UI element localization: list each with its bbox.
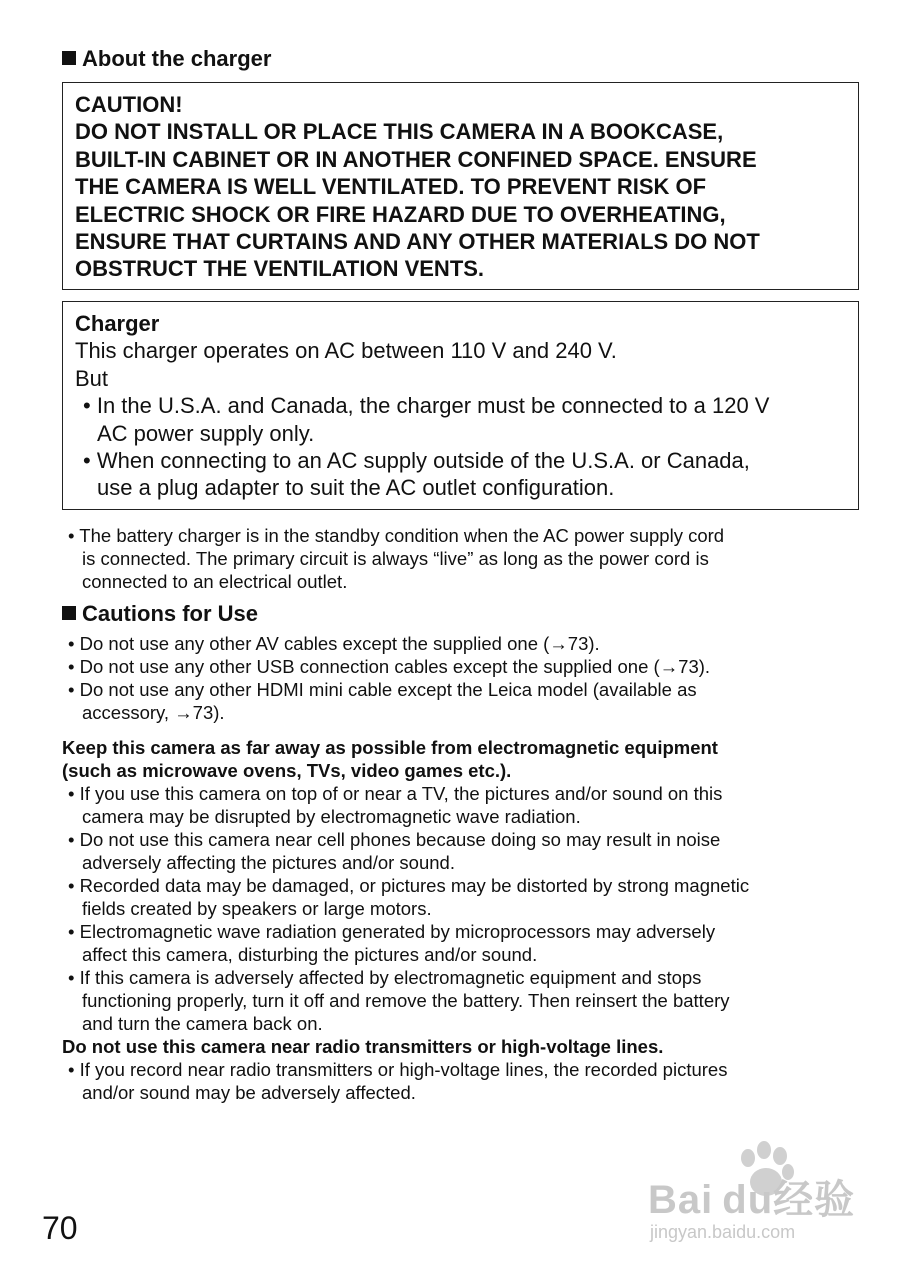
note-bullet: • The battery charger is in the standby condition when the AC power supply cord bbox=[68, 525, 725, 546]
watermark-brand: Bai du经验 bbox=[648, 1178, 856, 1222]
list-item: • Electromagnetic wave radiation generated by microprocessors may adversely bbox=[68, 921, 716, 942]
caution-line: CAUTION! bbox=[75, 92, 183, 117]
square-bullet-icon bbox=[62, 606, 76, 620]
charger-bullet: • When connecting to an AC supply outside of the U.S.A. or Canada, bbox=[83, 448, 750, 474]
list-item: • Do not use any other HDMI mini cable except the Leica model (available as bbox=[68, 679, 697, 700]
list-item: • If this camera is adversely affected by electromagnetic equipment and stops bbox=[68, 967, 702, 988]
charger-bullet-cont: use a plug adapter to suit the AC outlet configuration. bbox=[97, 475, 615, 501]
charger-text: But bbox=[75, 365, 109, 391]
charger-info-box bbox=[62, 301, 859, 510]
section-heading-cautions: Cautions for Use bbox=[62, 601, 258, 627]
note-cont: is connected. The primary circuit is always “live” as long as the power cord is bbox=[82, 548, 709, 569]
list-item: • Do not use any other USB connection cables except the supplied one (→73). bbox=[68, 656, 711, 677]
list-item-cont: and turn the camera back on. bbox=[82, 1013, 323, 1034]
list-item: • Recorded data may be damaged, or pictures may be distorted by strong magnetic bbox=[68, 875, 750, 896]
caution-line: ENSURE THAT CURTAINS AND ANY OTHER MATERIALS DO NOT bbox=[75, 229, 760, 255]
list-item-cont: accessory, →73). bbox=[82, 702, 225, 723]
list-item: • Do not use this camera near cell phones because doing so may result in noise bbox=[68, 829, 721, 850]
note-cont: connected to an electrical outlet. bbox=[82, 571, 348, 592]
list-item-cont: adversely affecting the pictures and/or sound. bbox=[82, 852, 455, 873]
list-item-cont: and/or sound may be adversely affected. bbox=[82, 1082, 416, 1103]
list-item: • If you record near radio transmitters or high-voltage lines, the recorded pictures bbox=[68, 1059, 728, 1080]
charger-bullet-cont: AC power supply only. bbox=[97, 420, 315, 446]
charger-title: Charger bbox=[75, 311, 160, 336]
caution-line: THE CAMERA IS WELL VENTILATED. TO PREVENT RISK OF bbox=[75, 174, 707, 200]
page-number: 70 bbox=[42, 1210, 78, 1246]
charger-bullet: • In the U.S.A. and Canada, the charger must be connected to a 120 V bbox=[83, 393, 770, 419]
list-item: • If you use this camera on top of or near a TV, the pictures and/or sound on this bbox=[68, 783, 723, 804]
caution-line: BUILT-IN CABINET OR IN ANOTHER CONFINED SPACE. ENSURE bbox=[75, 146, 757, 172]
list-item: • Do not use any other AV cables except the supplied one (→73). bbox=[68, 633, 600, 654]
standby-note bbox=[62, 524, 862, 593]
square-bullet-icon bbox=[62, 51, 76, 65]
list-item-cont: affect this camera, disturbing the pictures and/or sound. bbox=[82, 944, 538, 965]
baidu-watermark bbox=[640, 1140, 870, 1250]
caution-box bbox=[62, 82, 859, 290]
list-item-cont: camera may be disrupted by electromagnetic wave radiation. bbox=[82, 806, 581, 827]
em-heading: (such as microwave ovens, TVs, video games etc.). bbox=[62, 760, 512, 781]
list-item-cont: fields created by speakers or large motors. bbox=[82, 898, 432, 919]
caution-line: DO NOT INSTALL OR PLACE THIS CAMERA IN A BOOKCASE, bbox=[75, 119, 724, 145]
section-heading-about-charger: About the charger bbox=[62, 46, 271, 72]
cable-cautions bbox=[62, 632, 862, 724]
watermark-url: jingyan.baidu.com bbox=[650, 1222, 796, 1242]
radio-heading: Do not use this camera near radio transmitters or high-voltage lines. bbox=[62, 1036, 664, 1057]
caution-line: ELECTRIC SHOCK OR FIRE HAZARD DUE TO OVERHEATING, bbox=[75, 201, 726, 227]
caution-line: OBSTRUCT THE VENTILATION VENTS. bbox=[75, 256, 485, 282]
charger-text: This charger operates on AC between 110 V and 240 V. bbox=[75, 338, 617, 364]
electromagnetic-section bbox=[62, 736, 862, 1104]
list-item-cont: functioning properly, turn it off and remove the battery. Then reinsert the battery bbox=[82, 990, 730, 1011]
em-heading: Keep this camera as far away as possible from electromagnetic equipment bbox=[62, 737, 718, 758]
